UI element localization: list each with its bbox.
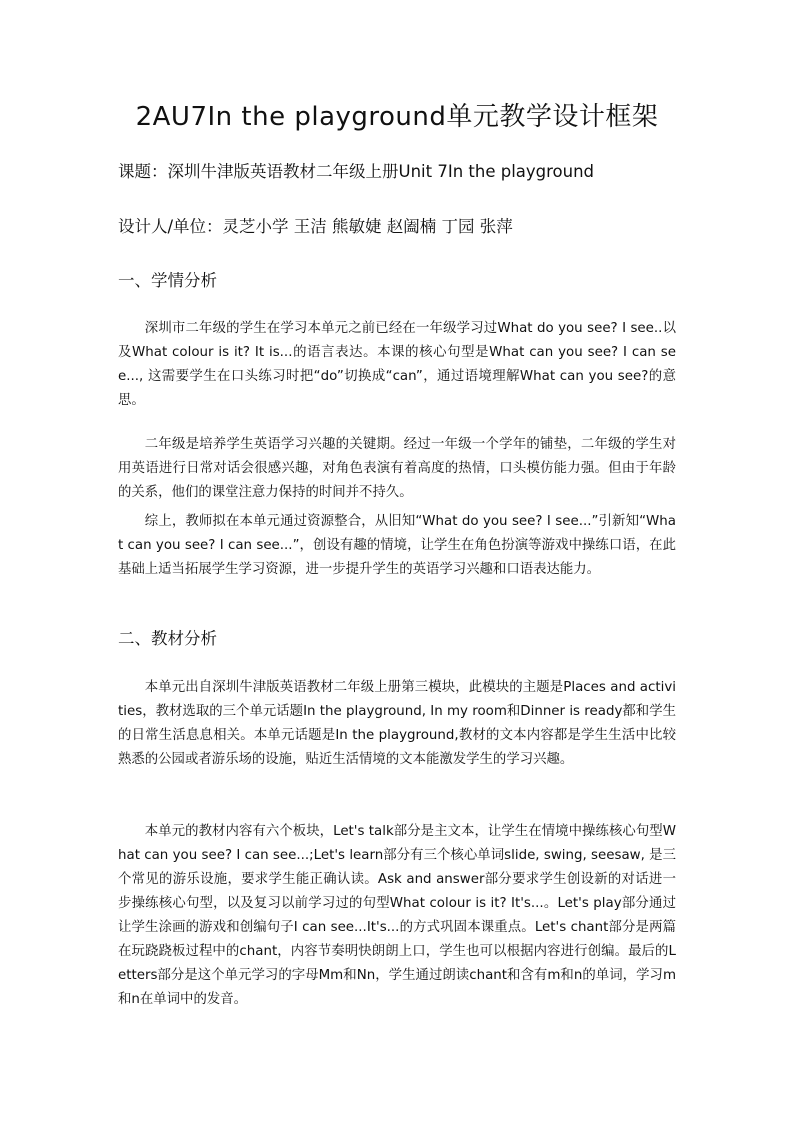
subject-line: 课题：深圳牛津版英语教材二年级上册Unit 7In the playground [118, 162, 595, 181]
paragraph-3: 综上，教师拟在本单元通过资源整合，从旧知“What do you see? I see...”引新知“What can you see? I can see...”，创设有趣的情境，让学生在角色扮演等游戏中操练口语，在此基础上适当拓展学生学习资源，进一步提升学生的英语学习兴趣和口语表达能力。 [118, 514, 676, 577]
paragraph-2: 二年级是培养学生英语学习兴趣的关键期。经过一年级一个学年的铺垫，二年级的学生对用英语进行日常对话会很感兴趣，对角色表演有着高度的热情，口头模仿能力强。但由于年龄的关系，他们的课堂注意力保持的时间并不持久。 [118, 437, 676, 500]
paragraph-4: 本单元出自深圳牛津版英语教材二年级上册第三模块，此模块的主题是Places and activities，教材选取的三个单元话题In the playground, In my room和Dinner is ready都和学生的日常生活息息相关。本单元话题是In the playground,教材的文本内容都是学生生活中比较熟悉的公园或者游乐场的设施，贴近生活情境的文本能激发学生的学习兴趣。 [118, 680, 676, 767]
section-heading-student-analysis: 一、学情分析 [118, 271, 217, 290]
section-heading-material-analysis: 二、教材分析 [118, 629, 217, 648]
paragraph-1: 深圳市二年级的学生在学习本单元之前已经在一年级学习过What do you see? I see..以及What colour is it? It is...的语言表达。本课的核心句型是What can you see? I can see..., 这需要学生在口头练习时把“do”切换成“can”，通过语境理解What can you see?的意思。 [118, 321, 676, 408]
designers-line: 设计人/单位：灵芝小学 王洁 熊敏婕 赵阖楠 丁园 张萍 [118, 217, 513, 236]
document-title: 2AU7In the playground单元教学设计框架 [135, 102, 659, 132]
paragraph-5: 本单元的教材内容有六个板块，Let's talk部分是主文本，让学生在情境中操练核心句型What can you see? I can see...;Let's learn部分有三个核心单词slide, swing, seesaw, 是三个常见的游乐设施，要求学生能正确认读。Ask and answer部分要求学生创设新的对话进一步操练核心句型，以及复习以前学习过的句型What colour is it? It's...。Let's play部分通过让学生涂画的游戏和创编句子I can see...It's...的方式巩固本课重点。Let's chant部分是两篇在玩跷跷板过程中的chant，内容节奏明快朗朗上口，学生也可以根据内容进行创编。最后的Letters部分是这个单元学习的字母Mm和Nn，学生通过朗读chant和含有m和n的单词，学习m和n在单词中的发音。 [118, 824, 676, 1007]
